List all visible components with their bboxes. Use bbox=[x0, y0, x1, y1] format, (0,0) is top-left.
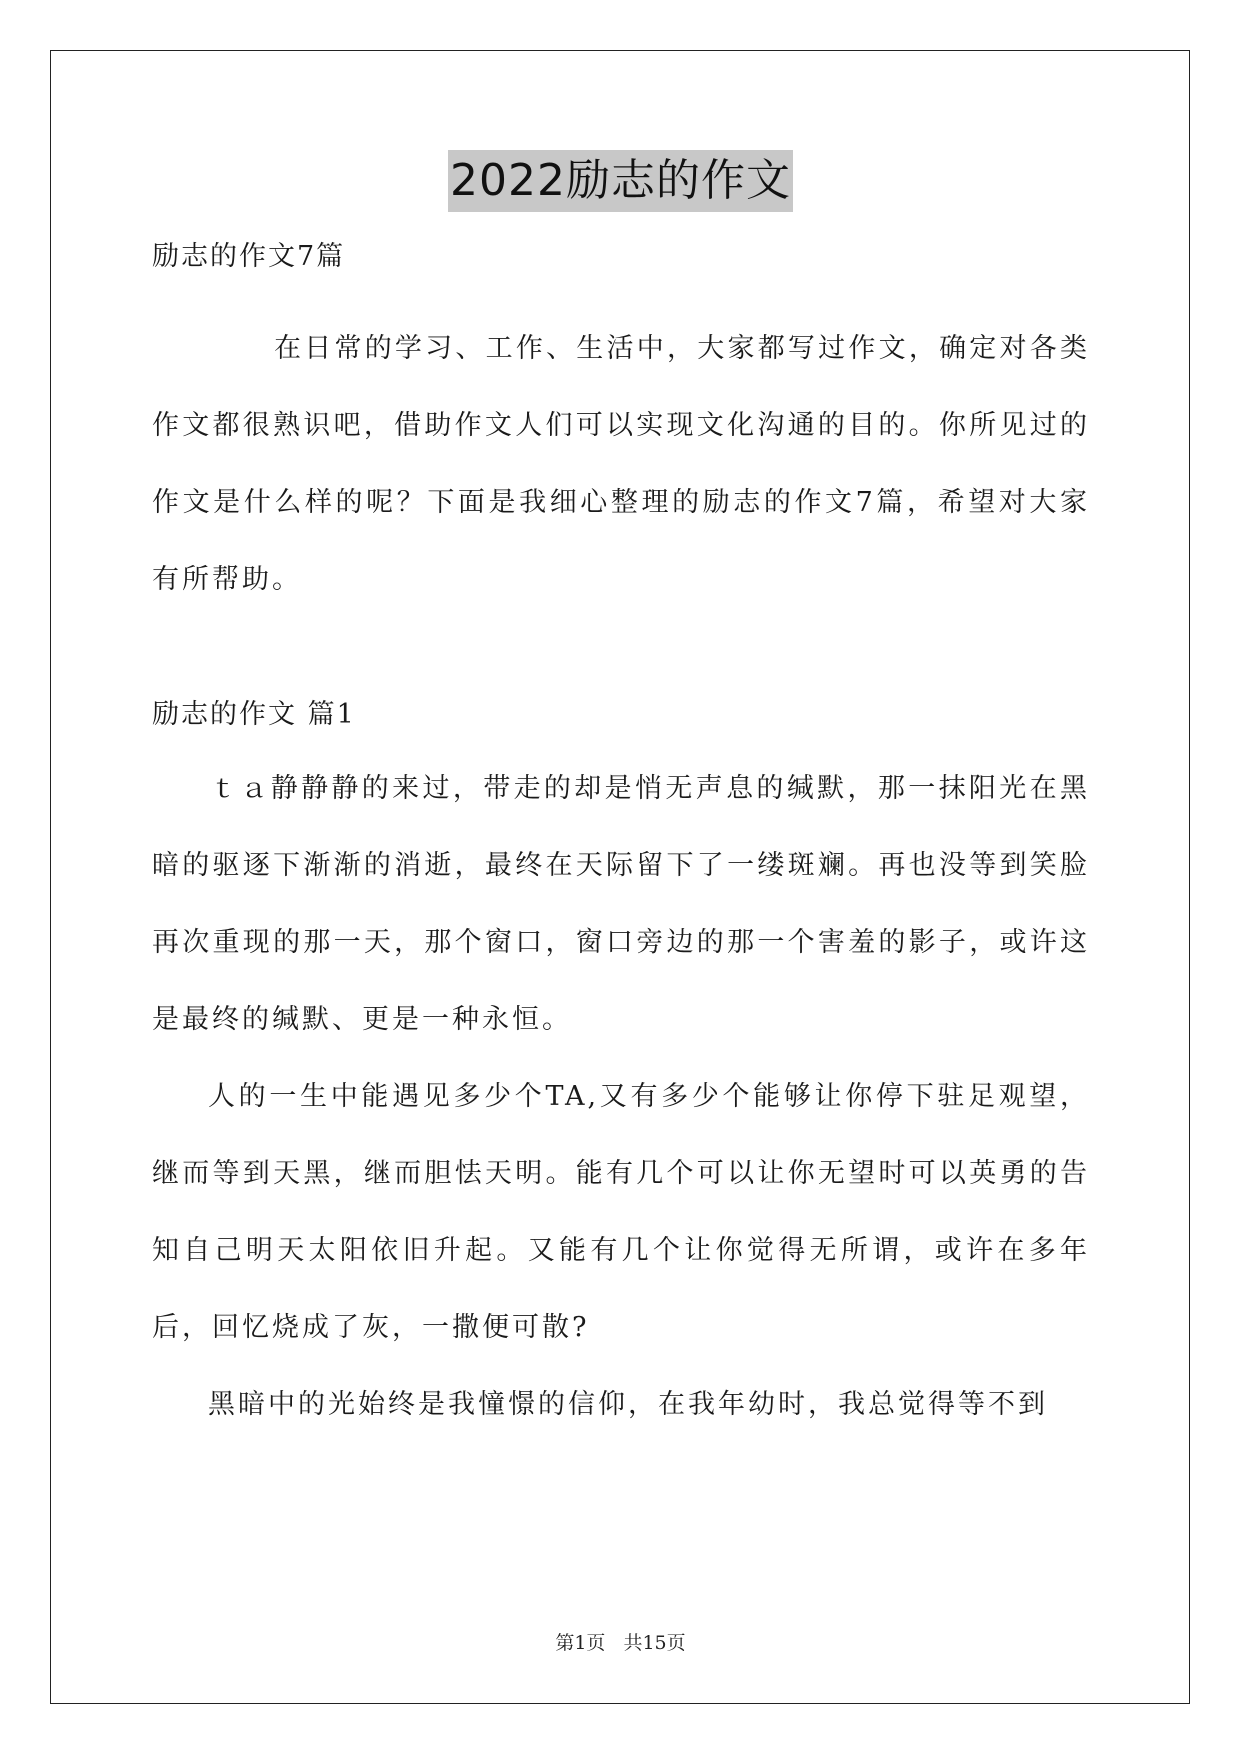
body-paragraph-3: 黑暗中的光始终是我憧憬的信仰，在我年幼时，我总觉得等不到 bbox=[208, 1389, 1048, 1420]
document-body bbox=[152, 232, 1090, 1443]
intro-paragraph: 在日常的学习、工作、生活中，大家都写过作文，确定对各类作文都很熟识吧，借助作文人们可以实现文化沟通的目的。你所见过的作文是什么样的呢？下面是我细心整理的励志的作文7篇，希望对大家有所帮助。 bbox=[152, 333, 1090, 595]
page-number: 第1页 bbox=[555, 1632, 606, 1654]
section-heading: 励志的作文 篇1 bbox=[152, 699, 356, 730]
document-subtitle: 励志的作文7篇 bbox=[152, 241, 346, 272]
title-wrap bbox=[0, 150, 1241, 212]
document-title: 2022励志的作文 bbox=[448, 150, 793, 212]
page-total: 共15页 bbox=[623, 1632, 686, 1654]
body-paragraph-1: ｔａ静静静的来过，带走的却是悄无声息的缄默，那一抹阳光在黑暗的驱逐下渐渐的消逝，最终在天际留下了一缕斑斓。再也没等到笑脸再次重现的那一天，那个窗口，窗口旁边的那一个害羞的影子，或许这是最终的缄默、更是一种永恒。 bbox=[152, 773, 1090, 1035]
page-footer bbox=[0, 1630, 1241, 1656]
body-paragraph-2: 人的一生中能遇见多少个TA,又有多少个能够让你停下驻足观望，继而等到天黑，继而胆怯天明。能有几个可以让你无望时可以英勇的告知自己明天太阳依旧升起。又能有几个让你觉得无所谓，或许在多年后，回忆烧成了灰，一撒便可散? bbox=[152, 1081, 1090, 1343]
